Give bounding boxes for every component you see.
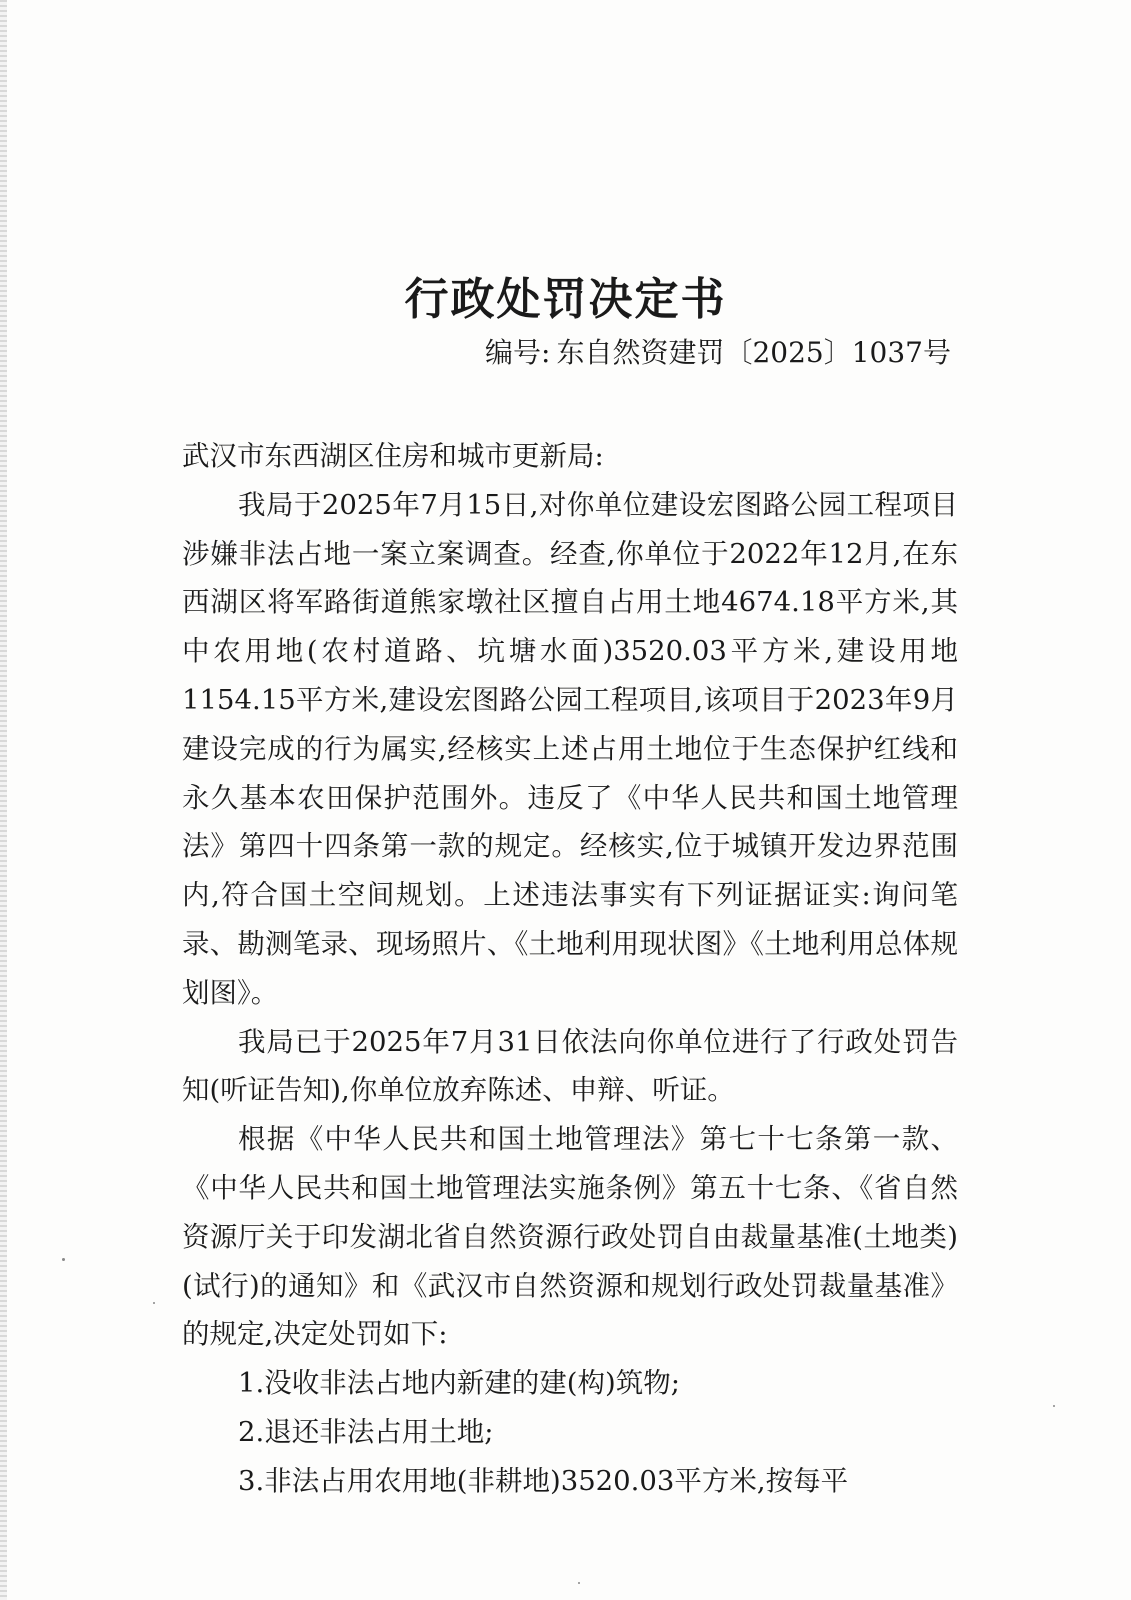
paragraph-notification: 我局已于2025年7月31日依法向你单位进行了行政处罚告知(听证告知),你单位放弃陈述、申辩、听证。 bbox=[182, 1025, 958, 1107]
document-title: 行政处罚决定书 bbox=[404, 274, 727, 325]
document-number bbox=[485, 333, 951, 373]
recipient-line: 武汉市东西湖区住房和城市更新局: bbox=[182, 440, 604, 472]
penalty-item: 2.退还非法占用土地; bbox=[238, 1415, 494, 1448]
paragraph-investigation: 我局于2025年7月15日,对你单位建设宏图路公园工程项目涉嫌非法占地一案立案调查。经查,你单位于2022年12月,在东西湖区将军路街道熊家墩社区擅自占用土地4674.18平方米,其中农用地(农村道路、坑塘水面)3520.03平方米,建设用地1154.15平方米,建设宏图路公园工程项目,该项目于2023年9月建设完成的行为属实,经核实上述占用土地位于生态保护红线和永久基本农田保护范围外。违反了《中华人民共和国土地管理法》第四十四条第一款的规定。经核实,位于城镇开发边界范围内,符合国土空间规划。上述违法事实有下列证据证实:询问笔录、勘测笔录、现场照片、《土地利用现状图》《土地利用总体规划图》。 bbox=[182, 488, 958, 1009]
document-body bbox=[182, 432, 958, 1506]
paragraph-legal-basis: 根据《中华人民共和国土地管理法》第七十七条第一款、《中华人民共和国土地管理法实施条例》第五十七条、《省自然资源厅关于印发湖北省自然资源行政处罚自由裁量基准(土地类)(试行)的通知》和《武汉市自然资源和规划行政处罚裁量基准》的规定,决定处罚如下: bbox=[182, 1123, 958, 1351]
document-number-label: 编号: bbox=[485, 336, 551, 369]
scan-edge bbox=[0, 0, 7, 1600]
scan-speck bbox=[1053, 1405, 1055, 1407]
scan-speck bbox=[62, 1258, 65, 1261]
scan-speck bbox=[153, 1302, 155, 1304]
document-number-value: 东自然资建罚〔2025〕1037号 bbox=[556, 336, 951, 369]
penalty-item: 1.没收非法占地内新建的建(构)筑物; bbox=[238, 1367, 680, 1400]
penalty-item: 3.非法占用农用地(非耕地)3520.03平方米,按每平 bbox=[238, 1464, 849, 1497]
scan-speck bbox=[578, 1582, 580, 1584]
